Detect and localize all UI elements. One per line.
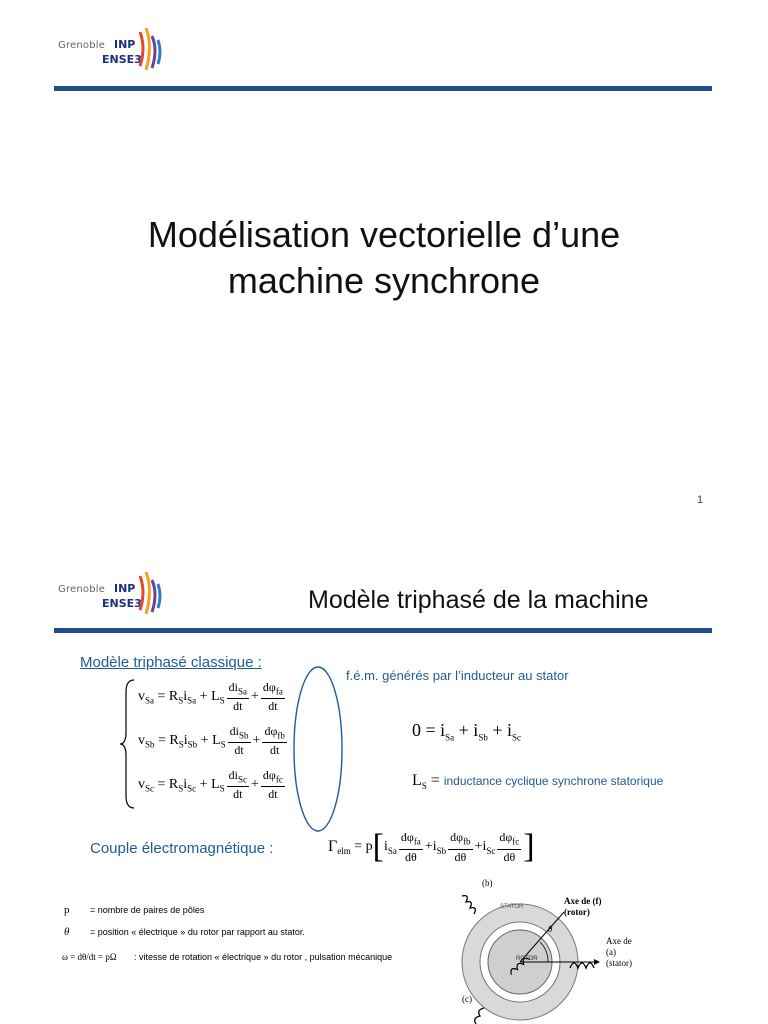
eq-inductance-sub: S <box>220 739 226 750</box>
eq-di-dt <box>228 724 251 757</box>
section-classic-model: Modèle triphasé classique : <box>80 654 262 671</box>
eq-current-sub: Sc <box>187 783 197 794</box>
eq-current-sub: Sb <box>187 739 198 750</box>
ls-subscript: S <box>421 781 427 792</box>
slide-title <box>0 212 768 304</box>
logo-ense: ENSE3 <box>102 597 142 610</box>
diagram-theta: θ <box>548 924 553 934</box>
eq-lhs: v <box>138 732 145 748</box>
voltage-equation-b: $v_{Sb} = R_Si_{Sb} + L_S$ $\frac{di_{Sb}}{dt}$ + $\frac{d\varphi_{fb}}{dt}$ <box>138 724 285 758</box>
legend-text: = nombre de paires de pôles <box>90 905 205 915</box>
torque-dphi-dtheta-den: dθ <box>503 849 516 864</box>
torque-equals: = p <box>354 839 373 854</box>
legend-text: = position « électrique » du rotor par rapport au stator. <box>90 927 305 937</box>
torque-symbol: Γ <box>328 838 338 855</box>
eq-dphi-dt <box>261 768 285 801</box>
eq-di-dt-num: $di_{Sa}$ <box>227 680 249 699</box>
torque-dphi-dtheta <box>448 830 472 863</box>
diagram-label-c: (c) <box>462 994 472 1004</box>
page-number: 1 <box>697 494 704 506</box>
eq-resistance-sub: S <box>178 783 184 794</box>
eq-inductance: L <box>211 688 220 704</box>
grenoble-inp-logo <box>58 570 168 616</box>
eq-resistance-sub: S <box>178 695 184 706</box>
torque-dphi-dtheta-num-sub: fa <box>413 836 421 847</box>
voltage-equation-c: $v_{Sc} = R_Si_{Sc} + L_S$ $\frac{di_{Sc}}{dt}$ + $\frac{d\varphi_{fc}}{dt}$ <box>138 768 283 802</box>
eq-di-dt-num: $di_{Sc}$ <box>227 768 249 787</box>
torque-dphi-dtheta-den: dθ <box>404 849 417 864</box>
bracket-open: [ <box>372 828 384 865</box>
logo-arcs-icon <box>136 26 168 72</box>
diagram-axis-f <box>564 896 602 918</box>
eq-dphi-dt-den: dt <box>268 699 278 714</box>
current-sum-term-b: Sb <box>478 732 488 743</box>
eq-dphi-dt-num-sub: fa <box>275 686 283 697</box>
axis-a-line-3: (stator) <box>606 958 632 968</box>
axis-a-line-1: Axe de <box>606 936 632 946</box>
torque-current: i <box>482 839 487 855</box>
current-sum-lhs: 0 = i <box>412 720 446 740</box>
logo-ense: ENSE3 <box>102 53 142 66</box>
eq-dphi-dt <box>262 724 286 757</box>
eq-dphi-dt <box>261 680 285 713</box>
eq-lhs-sub: Sa <box>145 695 154 706</box>
torque-dphi-dtheta-num-sub: fb <box>463 836 471 847</box>
legend-symbol: p <box>64 904 70 916</box>
torque-dphi-dtheta-num: $d\varphi_{fb}$ <box>448 830 472 849</box>
diagram-rotor-label: ROTOR <box>516 956 538 962</box>
grenoble-inp-logo <box>58 26 168 72</box>
ls-equals: = <box>426 772 444 789</box>
current-sum-term-a: Sa <box>445 732 455 743</box>
ls-symbol: L <box>412 772 422 789</box>
fem-note: f.é.m. générés par l’inducteur au stator <box>346 668 569 683</box>
logo-city: Grenoble <box>58 584 106 595</box>
machine-diagram <box>446 872 666 1024</box>
eq-current: i <box>183 688 188 704</box>
eq-di-dt-num-sub: Sc <box>237 774 247 785</box>
eq-lhs-sub: Sb <box>145 739 155 750</box>
eq-resistance-sub: S <box>178 739 184 750</box>
torque-dphi-dtheta <box>497 830 521 863</box>
legend-symbol: ω = dθ/dt = pΩ <box>62 952 117 962</box>
current-sum-equation: $0 = i_{Sa} + i_{Sb} + i_{Sc}$ <box>412 720 521 743</box>
eq-dphi-dt-num-sub: fc <box>275 774 283 785</box>
legend-position <box>64 926 305 938</box>
torque-current: i <box>432 839 437 855</box>
legend-text: : vitesse de rotation « électrique » du rotor , pulsation mécanique <box>134 952 393 962</box>
ls-definition <box>412 772 663 791</box>
system-brace-icon <box>118 678 138 810</box>
torque-equation <box>328 828 598 872</box>
header-rule <box>54 86 712 91</box>
eq-dphi-dt-num: $d\varphi_{fc}$ <box>261 768 285 787</box>
bracket-close: ] <box>523 828 535 865</box>
slide-title: Modèle triphasé de la machine <box>308 586 649 614</box>
torque-current-sub: Sb <box>436 846 447 857</box>
eq-dphi-dt-den: dt <box>268 787 278 802</box>
eq-lhs: v <box>138 776 145 792</box>
ls-description: inductance cyclique synchrone statorique <box>443 774 664 788</box>
eq-current: i <box>183 732 188 748</box>
slide-title-line-1: Modélisation vectorielle d’une <box>147 214 621 255</box>
eq-dphi-dt-den: dt <box>269 743 280 758</box>
eq-inductance-sub: S <box>219 783 225 794</box>
logo-inp: INP <box>114 38 136 51</box>
voltage-equation-a: $v_{Sa} = R_Si_{Sa} + L_S$ $\frac{di_{Sa}}{dt}$ + $\frac{d\varphi_{fa}}{dt}$ <box>138 680 283 714</box>
eq-dphi-dt-num-sub: fb <box>277 730 285 741</box>
torque-current-sub: Sc <box>486 846 496 857</box>
fem-highlight-ellipse <box>290 664 346 834</box>
eq-lhs: v <box>138 688 145 704</box>
eq-inductance: L <box>211 776 220 792</box>
torque-dphi-dtheta-num: $d\varphi_{fa}$ <box>399 830 423 849</box>
torque-subscript: elm <box>337 846 351 857</box>
logo-inp: INP <box>114 582 136 595</box>
diagram-axis-a <box>606 936 632 969</box>
torque-current: i <box>383 839 388 855</box>
torque-current-sub: Sa <box>387 846 397 857</box>
eq-di-dt-den: dt <box>233 787 243 802</box>
eq-current-sub: Sa <box>187 695 197 706</box>
eq-inductance-sub: S <box>219 695 225 706</box>
torque-dphi-dtheta-num: $d\varphi_{fc}$ <box>497 830 521 849</box>
current-sum-term-c: Sc <box>511 732 521 743</box>
axis-a-line-2: (a) <box>606 947 616 957</box>
torque-dphi-dtheta-num-sub: fc <box>512 836 520 847</box>
slide-2 <box>0 548 768 1024</box>
eq-lhs-sub: Sc <box>145 783 154 794</box>
torque-terms: $i_{Sa}$ $\frac{d\varphi_{fa}}{d\theta}$ $+i_{Sb}$ $\frac{d\varphi_{fb}}{d\theta}$ $+i_{Sc}$ $\frac{d\varphi_{fc}}{d\theta}$ <box>383 830 520 864</box>
eq-dphi-dt-num: $d\varphi_{fb}$ <box>262 724 286 743</box>
axis-f-line-1: Axe de (f) <box>564 896 602 906</box>
slide-title-line-2: machine synchrone <box>227 260 541 301</box>
header-rule <box>54 628 712 633</box>
eq-di-dt <box>227 768 249 801</box>
eq-di-dt-num-sub: Sa <box>237 686 247 697</box>
eq-di-dt <box>227 680 249 713</box>
eq-current: i <box>183 776 188 792</box>
eq-resistance: R <box>169 732 179 748</box>
logo-city: Grenoble <box>58 40 106 51</box>
eq-resistance: R <box>168 688 179 704</box>
eq-resistance: R <box>168 776 179 792</box>
eq-di-dt-den: dt <box>234 743 244 758</box>
legend-speed <box>62 952 392 962</box>
torque-dphi-dtheta <box>399 830 423 863</box>
section-torque: Couple électromagnétique : <box>90 840 274 857</box>
eq-dphi-dt-num: $d\varphi_{fa}$ <box>261 680 285 699</box>
diagram-label-b: (b) <box>482 878 493 888</box>
eq-inductance: L <box>212 732 221 748</box>
diagram-stator-label: STATOR <box>500 904 524 910</box>
axis-f-line-2: (rotor) <box>564 907 590 917</box>
logo-arcs-icon <box>136 570 168 616</box>
eq-di-dt-num-sub: Sb <box>239 730 249 741</box>
eq-di-dt-num: $di_{Sb}$ <box>228 724 251 743</box>
legend-symbol: θ <box>64 926 70 938</box>
legend-pole-pairs <box>64 904 204 916</box>
eq-di-dt-den: dt <box>233 699 243 714</box>
torque-dphi-dtheta-den: dθ <box>454 849 467 864</box>
